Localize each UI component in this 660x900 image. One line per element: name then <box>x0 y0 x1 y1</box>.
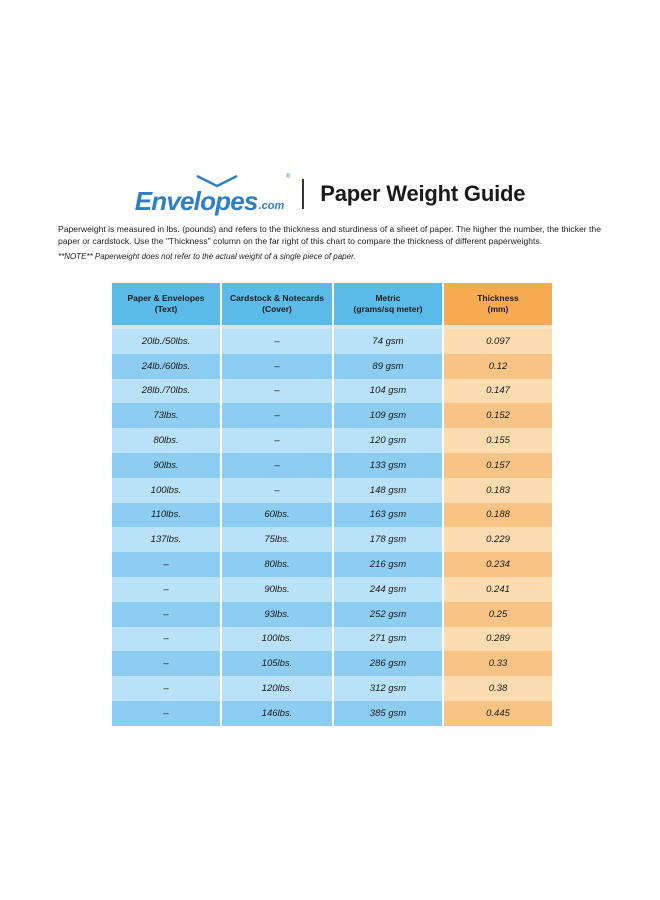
logo-text: Envelopes <box>134 186 258 216</box>
cell-cardstock-notecards: 105lbs. <box>222 651 332 676</box>
cell-metric: 74 gsm <box>334 329 442 354</box>
table-row <box>112 577 552 602</box>
cell-metric: 109 gsm <box>334 403 442 428</box>
cell-cardstock-notecards: – <box>222 478 332 503</box>
envelope-flap-icon <box>195 174 239 188</box>
column-header-line1: Thickness <box>477 293 519 303</box>
cell-thickness: 0.241 <box>444 577 552 602</box>
table-row <box>112 428 552 453</box>
table-body <box>112 325 552 726</box>
cell-thickness: 0.12 <box>444 354 552 379</box>
cell-cardstock-notecards: 100lbs. <box>222 627 332 652</box>
intro-note: **NOTE** Paperweight does not refer to the actual weight of a single piece of paper. <box>58 252 356 261</box>
cell-paper-envelopes: – <box>112 627 220 652</box>
table-header-row <box>112 283 552 325</box>
cell-paper-envelopes: 110lbs. <box>112 503 220 528</box>
cell-paper-envelopes: 100lbs. <box>112 478 220 503</box>
column-header-line2: (grams/sq meter) <box>353 304 423 314</box>
cell-cardstock-notecards: 80lbs. <box>222 552 332 577</box>
cell-thickness: 0.188 <box>444 503 552 528</box>
cell-paper-envelopes: – <box>112 552 220 577</box>
cell-thickness: 0.229 <box>444 527 552 552</box>
envelopes-logo <box>134 174 291 216</box>
cell-cardstock-notecards: 93lbs. <box>222 602 332 627</box>
cell-paper-envelopes: – <box>112 577 220 602</box>
table-row <box>112 478 552 503</box>
cell-cardstock-notecards: 146lbs. <box>222 701 332 726</box>
page-header <box>0 172 660 216</box>
cell-cardstock-notecards: – <box>222 453 332 478</box>
cell-thickness: 0.445 <box>444 701 552 726</box>
logo-registered-mark: ® <box>285 174 291 180</box>
table-row <box>112 403 552 428</box>
cell-thickness: 0.33 <box>444 651 552 676</box>
column-header-line1: Paper & Envelopes <box>127 293 205 303</box>
cell-paper-envelopes: 20lb./50lbs. <box>112 329 220 354</box>
header-divider <box>302 179 304 209</box>
cell-metric: 271 gsm <box>334 627 442 652</box>
table-row <box>112 453 552 478</box>
cell-thickness: 0.234 <box>444 552 552 577</box>
cell-metric: 120 gsm <box>334 428 442 453</box>
table-row <box>112 602 552 627</box>
cell-metric: 286 gsm <box>334 651 442 676</box>
cell-metric: 216 gsm <box>334 552 442 577</box>
column-header-line1: Metric <box>375 293 401 303</box>
column-header-metric <box>334 283 442 325</box>
table-row <box>112 527 552 552</box>
cell-thickness: 0.157 <box>444 453 552 478</box>
cell-thickness: 0.152 <box>444 403 552 428</box>
column-header-paper-envelopes <box>112 283 220 325</box>
cell-cardstock-notecards: – <box>222 428 332 453</box>
logo-suffix: .com <box>258 200 285 212</box>
intro-paragraph: Paperweight is measured in lbs. (pounds) and refers to the thickness and sturdiness of a sheet of paper. The higher the number, the thicker the paper or cardstock. Use the "Thickness" column on the far right of this chart to compare the thickness of different paperweights. <box>58 224 601 246</box>
table-row <box>112 354 552 379</box>
cell-cardstock-notecards: – <box>222 379 332 404</box>
cell-cardstock-notecards: – <box>222 403 332 428</box>
cell-paper-envelopes: 80lbs. <box>112 428 220 453</box>
cell-metric: 163 gsm <box>334 503 442 528</box>
cell-cardstock-notecards: 90lbs. <box>222 577 332 602</box>
cell-thickness: 0.38 <box>444 676 552 701</box>
cell-metric: 244 gsm <box>334 577 442 602</box>
cell-paper-envelopes: – <box>112 676 220 701</box>
paper-weight-table <box>110 283 554 726</box>
cell-thickness: 0.155 <box>444 428 552 453</box>
cell-cardstock-notecards: 75lbs. <box>222 527 332 552</box>
cell-metric: 148 gsm <box>334 478 442 503</box>
cell-cardstock-notecards: 60lbs. <box>222 503 332 528</box>
paper-weight-table-container <box>112 283 552 726</box>
cell-thickness: 0.289 <box>444 627 552 652</box>
column-header-line1: Cardstock & Notecards <box>229 293 324 303</box>
column-header-line2: (Text) <box>154 304 178 314</box>
cell-thickness: 0.183 <box>444 478 552 503</box>
cell-paper-envelopes: – <box>112 602 220 627</box>
cell-metric: 89 gsm <box>334 354 442 379</box>
cell-paper-envelopes: 24lb./60lbs. <box>112 354 220 379</box>
cell-cardstock-notecards: – <box>222 329 332 354</box>
cell-cardstock-notecards: 120lbs. <box>222 676 332 701</box>
cell-paper-envelopes: 90lbs. <box>112 453 220 478</box>
cell-metric: 133 gsm <box>334 453 442 478</box>
table-row <box>112 701 552 726</box>
table-row <box>112 552 552 577</box>
table-row <box>112 503 552 528</box>
column-header-thickness <box>444 283 552 325</box>
table-row <box>112 329 552 354</box>
cell-cardstock-notecards: – <box>222 354 332 379</box>
cell-metric: 312 gsm <box>334 676 442 701</box>
cell-paper-envelopes: – <box>112 651 220 676</box>
column-header-cardstock-notecards <box>222 283 332 325</box>
column-header-line2: (Cover) <box>262 304 292 314</box>
cell-thickness: 0.147 <box>444 379 552 404</box>
cell-paper-envelopes: – <box>112 701 220 726</box>
cell-paper-envelopes: 137lbs. <box>112 527 220 552</box>
cell-metric: 178 gsm <box>334 527 442 552</box>
cell-thickness: 0.25 <box>444 602 552 627</box>
cell-thickness: 0.097 <box>444 329 552 354</box>
cell-paper-envelopes: 73lbs. <box>112 403 220 428</box>
cell-metric: 252 gsm <box>334 602 442 627</box>
column-header-line2: (mm) <box>487 304 509 314</box>
table-row <box>112 676 552 701</box>
cell-metric: 104 gsm <box>334 379 442 404</box>
page-title: Paper Weight Guide <box>320 181 526 206</box>
cell-metric: 385 gsm <box>334 701 442 726</box>
table-row <box>112 627 552 652</box>
cell-paper-envelopes: 28lb./70lbs. <box>112 379 220 404</box>
table-row <box>112 379 552 404</box>
table-row <box>112 651 552 676</box>
